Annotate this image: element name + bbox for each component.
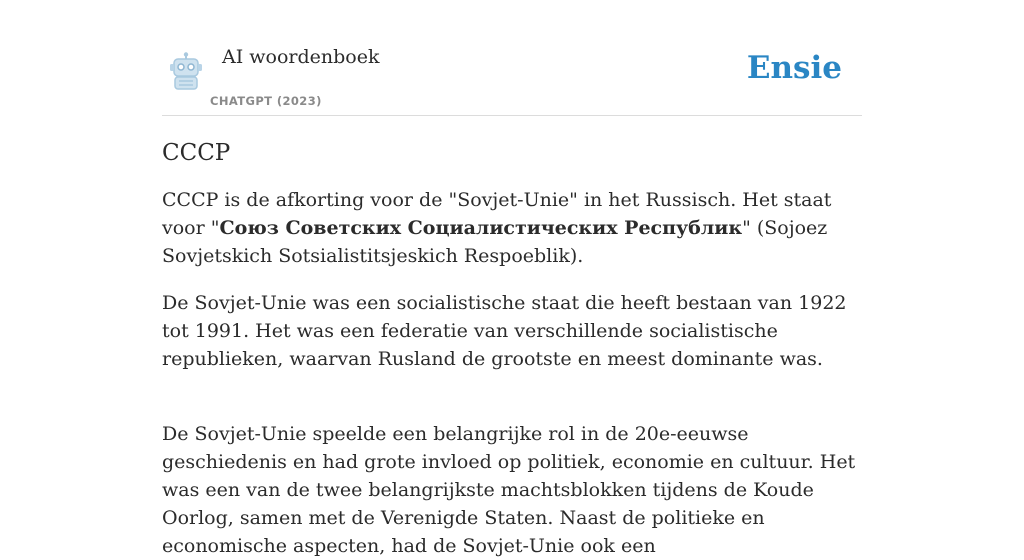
robot-icon	[166, 52, 206, 90]
entry-content	[162, 186, 862, 560]
paragraph-3: De Sovjet-Unie speelde een belangrijke rol in de 20e-eeuwse geschiedenis en had grote invloed op politiek, economie en cultuur. Het was een van de twee belangrijkste machtsblokken tijdens de Koude Oorlog, samen met de Verenigde Staten. Naast de politieke en economische aspecten, had de Sovjet-Unie ook een	[162, 423, 856, 557]
paragraph-1-text-end: " (Sojoez Sovjetskich Sotsialistitsjeskich Respoeblik).	[162, 217, 828, 267]
page	[162, 0, 862, 560]
entry-term: CCCP	[162, 140, 231, 166]
paragraph-1-text-start: CCCP is de afkorting voor de "Sovjet-Unie" in het Russisch. Het staat voor "	[162, 189, 832, 239]
source-title[interactable]: AI woordenboek	[222, 46, 380, 68]
brand-logo[interactable]: Ensie	[746, 50, 842, 86]
paragraph-1	[162, 186, 862, 270]
entry-header	[162, 0, 862, 116]
source-subtitle: CHATGPT (2023)	[210, 94, 322, 108]
russian-name: Союз Советских Социалистических Республик	[219, 217, 743, 239]
paragraph-2: De Sovjet-Unie was een socialistische staat die heeft bestaan van 1922 tot 1991. Het was een federatie van verschillende socialistische republieken, waarvan Rusland de grootste en meest dominante was.	[162, 292, 847, 370]
